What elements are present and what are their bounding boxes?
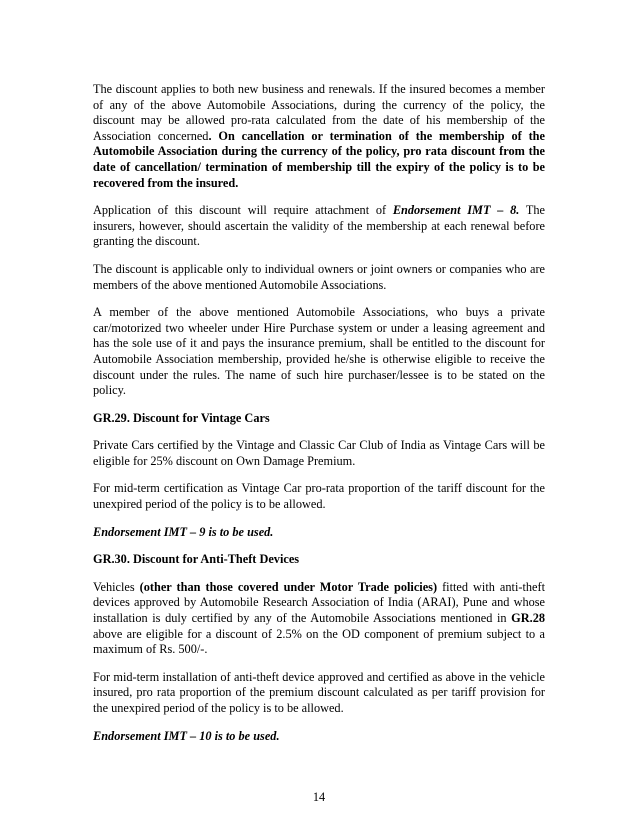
endorsement-reference: Endorsement IMT – 8.	[392, 203, 520, 218]
paragraph-membership-currency	[93, 82, 545, 191]
paragraph-vintage-discount: Private Cars certified by the Vintage and Classic Car Club of India as Vintage Cars will be eligible for 25% discount on Own Damage Premium.	[93, 438, 545, 468]
paragraph-bold-text: (other than those covered under Motor Trade policies)	[139, 579, 438, 594]
section-heading-gr29: GR.29. Discount for Vintage Cars	[93, 410, 270, 425]
endorsement-imt10: Endorsement IMT – 10 is to be used.	[93, 728, 280, 743]
paragraph-hire-purchase: A member of the above mentioned Automobile Associations, who buys a private car/motorized two wheeler under Hire Purchase system or under a leasing agreement and has the sole use of it and pays the insurance premium, shall be entitled to the discount for Automobile Association membership, provided he/she is otherwise eligible to receive the discount under the rules. The name of such hire purchaser/lessee is to be stated on the policy.	[93, 305, 545, 398]
paragraph-text: Vehicles	[93, 579, 140, 594]
endorsement-imt9: Endorsement IMT – 9 is to be used.	[93, 524, 274, 539]
paragraph-text: Application of this discount will require attachment of	[93, 203, 393, 218]
paragraph-endorsement-imt8	[93, 203, 545, 250]
document-page	[93, 82, 545, 756]
paragraph-antitheft-midterm: For mid-term installation of anti-theft device approved and certified as above in the vehicle insured, pro rata proportion of the premium discount calculated as per tariff provision for the unexpired period of the policy is to be allowed.	[93, 669, 545, 715]
paragraph-text: above are eligible for a discount of 2.5% on the OD component of premium subject to a maximum of Rs. 500/-.	[93, 626, 545, 657]
section-heading-gr30: GR.30. Discount for Anti-Theft Devices	[93, 552, 300, 567]
paragraph-text: The discount applies to both new business and renewals. If the insured becomes a member of any of the above Automobile Associations, during the currency of the policy, the discount may be allowed pro-rata calculated from the date of his membership of the Association concerned	[93, 82, 545, 143]
paragraph-antitheft-discount	[93, 580, 545, 658]
paragraph-text: fitted with anti-theft devices approved by Automobile Research Association of India (ARAI), Pune and whose installation is duly certified by any of the Automobile Associations mentioned in	[93, 579, 545, 626]
paragraph-vintage-midterm: For mid-term certification as Vintage Car pro-rata proportion of the tariff discount for the unexpired period of the policy is to be allowed.	[93, 481, 545, 512]
rule-reference: GR.28	[511, 611, 545, 626]
page-number: 14	[312, 790, 326, 804]
paragraph-eligibility: The discount is applicable only to individual owners or joint owners or companies who are members of the above mentioned Automobile Associations.	[93, 261, 545, 292]
paragraph-bold-text: . On cancellation or termination of the membership of the Automobile Association during the currency of the policy, pro rata discount from the date of cancellation/ termination of membership till the expiry of the policy is to be recovered from the insured.	[93, 128, 545, 190]
paragraph-text: The insurers, however, should ascertain the validity of the membership at each renewal before granting the discount.	[93, 203, 545, 249]
